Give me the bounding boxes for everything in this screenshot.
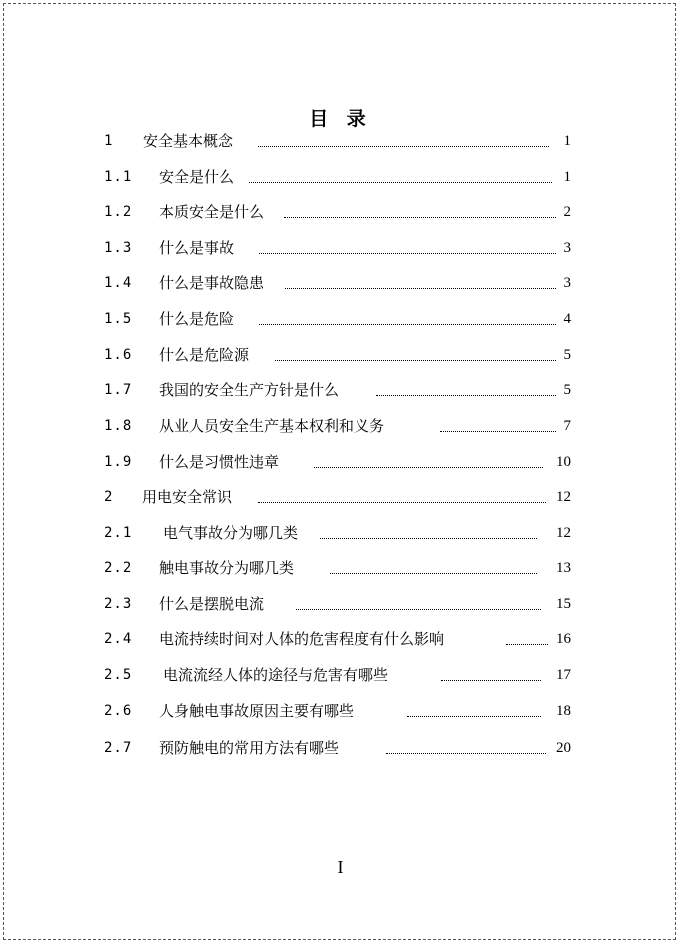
toc-entry-page: 5	[563, 347, 571, 363]
toc-entry-number: 1.4	[104, 275, 133, 291]
toc-entry-page: 3	[563, 275, 571, 291]
toc-entry[interactable]	[0, 343, 681, 367]
toc-entry-title: 从业人员安全生产基本权利和义务	[159, 417, 385, 435]
toc-leader-dots	[376, 378, 556, 396]
toc-entry-number: 1.5	[104, 311, 133, 327]
toc-entry-title: 我国的安全生产方针是什么	[159, 381, 340, 399]
toc-leader-dots	[440, 414, 556, 432]
toc-entry-number: 2.2	[104, 560, 133, 576]
toc-leader-dots	[330, 556, 537, 574]
toc-entry-page: 1	[563, 169, 571, 185]
toc-entry[interactable]	[0, 485, 681, 509]
toc-entry[interactable]	[0, 307, 681, 331]
toc-entry-page: 17	[556, 667, 571, 683]
toc-entry[interactable]	[0, 592, 681, 616]
toc-entry[interactable]	[0, 271, 681, 295]
toc-entry-title: 什么是危险	[159, 310, 235, 328]
toc-leader-dots	[258, 129, 549, 147]
toc-entry-number: 1.8	[104, 418, 133, 434]
toc-entry-number: 2	[104, 489, 114, 505]
toc-entry-page: 10	[556, 454, 571, 470]
toc-entry-number: 1.7	[104, 382, 133, 398]
toc-leader-dots	[275, 343, 556, 361]
toc-leader-dots	[284, 200, 556, 218]
toc-entry-page: 5	[563, 382, 571, 398]
page-number: I	[337, 857, 344, 877]
toc-leader-dots	[441, 663, 541, 681]
toc-leader-dots	[506, 627, 548, 645]
toc-entry-title: 什么是习惯性违章	[159, 453, 280, 471]
toc-entry[interactable]	[0, 165, 681, 189]
toc-entry-page: 13	[556, 560, 571, 576]
toc-entry[interactable]	[0, 699, 681, 723]
toc-entry[interactable]	[0, 236, 681, 260]
toc-entry-number: 2.6	[104, 703, 133, 719]
toc-entry-number: 2.3	[104, 596, 133, 612]
toc-entry-page: 12	[556, 489, 571, 505]
toc-entry-number: 2.4	[104, 631, 133, 647]
toc-entry-page: 1	[563, 133, 571, 149]
toc-leader-dots	[285, 271, 556, 289]
toc-entry-title: 本质安全是什么	[159, 203, 265, 221]
toc-entry-number: 2.7	[104, 740, 133, 756]
toc-entry-title: 触电事故分为哪几类	[159, 559, 295, 577]
toc-entry[interactable]	[0, 556, 681, 580]
toc-entry-number: 1	[104, 133, 114, 149]
toc-entry-page: 18	[556, 703, 571, 719]
toc-entry[interactable]	[0, 663, 681, 687]
toc-entry[interactable]	[0, 627, 681, 651]
toc-entry-title: 什么是摆脱电流	[159, 595, 265, 613]
toc-entry-title: 什么是事故隐患	[159, 274, 265, 292]
toc-entry[interactable]	[0, 521, 681, 545]
toc-entry-title: 人身触电事故原因主要有哪些	[159, 702, 355, 720]
toc-entry-title: 预防触电的常用方法有哪些	[159, 739, 340, 757]
toc-entry-page: 15	[556, 596, 571, 612]
toc-leader-dots	[258, 485, 546, 503]
toc-entry-page: 7	[563, 418, 571, 434]
toc-entry-page: 12	[556, 525, 571, 541]
toc-entry-title: 安全基本概念	[143, 132, 234, 150]
toc-leader-dots	[386, 736, 546, 754]
toc-entry-number: 1.3	[104, 240, 133, 256]
toc-entry-page: 3	[563, 240, 571, 256]
toc-entry[interactable]	[0, 378, 681, 402]
toc-entry-title: 用电安全常识	[142, 488, 233, 506]
toc-leader-dots	[249, 165, 552, 183]
toc-entry-title: 电流持续时间对人体的危害程度有什么影响	[159, 630, 445, 648]
toc-entry-number: 2.5	[104, 667, 133, 683]
toc-entry[interactable]	[0, 129, 681, 153]
toc-entry-page: 20	[556, 740, 571, 756]
toc-entry-title: 什么是事故	[159, 239, 235, 257]
toc-entry[interactable]	[0, 450, 681, 474]
toc-leader-dots	[407, 699, 541, 717]
toc-leader-dots	[320, 521, 537, 539]
toc-entry-number: 1.2	[104, 204, 133, 220]
toc-entry[interactable]	[0, 414, 681, 438]
toc-entry-number: 1.1	[104, 169, 133, 185]
toc-heading: 目 录	[309, 108, 372, 130]
toc-leader-dots	[259, 236, 556, 254]
toc-entry-page: 2	[563, 204, 571, 220]
toc-entry[interactable]	[0, 200, 681, 224]
toc-entry-page: 16	[556, 631, 571, 647]
toc-leader-dots	[314, 450, 543, 468]
toc-leader-dots	[296, 592, 541, 610]
toc-leader-dots	[259, 307, 556, 325]
toc-entry-title: 什么是危险源	[159, 346, 250, 364]
toc-entry[interactable]	[0, 736, 681, 760]
toc-entry-title: 电流流经人体的途径与危害有哪些	[163, 666, 389, 684]
toc-entry-number: 1.6	[104, 347, 133, 363]
toc-entry-title: 安全是什么	[159, 168, 235, 186]
toc-entry-number: 2.1	[104, 525, 133, 541]
toc-entry-number: 1.9	[104, 454, 133, 470]
toc-entry-page: 4	[563, 311, 571, 327]
toc-entry-title: 电气事故分为哪几类	[163, 524, 299, 542]
